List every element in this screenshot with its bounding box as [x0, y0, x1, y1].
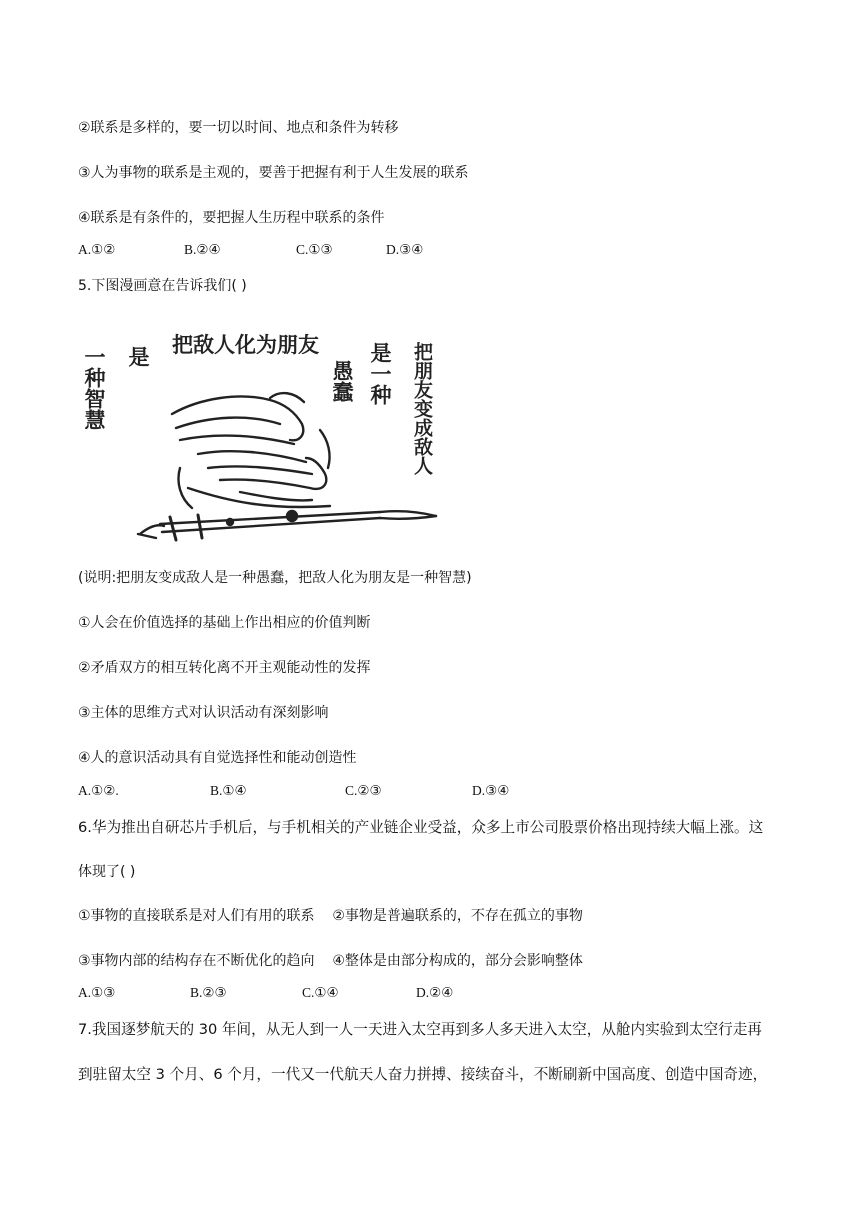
cartoon-caption-right-b: 愚蠢 — [330, 360, 354, 402]
q4-option-b: B.②④ — [184, 242, 221, 257]
cartoon-caption-left: 一种智慧 — [82, 346, 106, 430]
cartoon-caption-left-2: 是 — [126, 346, 150, 367]
q6-statements-3-4: ③事物内部的结构存在不断优化的趋向 ④整体是由部分构成的，部分会影响整体 — [78, 953, 583, 969]
q4-statement-4: ④联系是有条件的，要把握人生历程中联系的条件 — [78, 210, 385, 226]
q5-note: (说明:把朋友变成敌人是一种愚蠢，把敌人化为朋友是一种智慧) — [78, 570, 472, 586]
q4-option-c: C.①③ — [296, 242, 333, 257]
q5-option-d: D.③④ — [472, 783, 510, 798]
q7-stem-line-2: 到驻留太空 3 个月、6 个月，一代又一代航天人奋力拼搏、接续奋斗，不断刷新中国高度、创造中国奇迹， — [78, 1066, 768, 1083]
q6-stem-line-1: 6.华为推出自研芯片手机后，与手机相关的产业链企业受益，众多上市公司股票价格出现持续大幅上涨。这 — [78, 819, 764, 836]
cartoon-caption-right-a: 是一种 — [368, 342, 392, 405]
q5-statement-4: ④人的意识活动具有自觉选择性和能动创造性 — [78, 750, 357, 766]
cartoon-caption-right-c: 把朋友变成敌人 — [411, 342, 433, 475]
q5-option-b: B.①④ — [210, 783, 247, 798]
q6-statements-1-2: ①事物的直接联系是对人们有用的联系 ②事物是普遍联系的，不存在孤立的事物 — [78, 908, 583, 924]
q4-statement-3: ③人为事物的联系是主观的，要善于把握有利于人生发展的联系 — [78, 165, 469, 181]
q5-statement-2: ②矛盾双方的相互转化离不开主观能动性的发挥 — [78, 660, 371, 676]
cartoon-caption-top: 把敌人化为朋友 — [172, 333, 319, 357]
q4-option-d: D.③④ — [386, 242, 424, 257]
q6-option-c: C.①④ — [302, 985, 339, 1000]
q6-option-a: A.①③ — [78, 985, 116, 1000]
handshake-cartoon — [80, 312, 460, 550]
q6-option-d: D.②④ — [416, 985, 454, 1000]
q5-option-c: C.②③ — [345, 783, 382, 798]
q6-option-b: B.②③ — [190, 985, 227, 1000]
q7-stem-line-1: 7.我国逐梦航天的 30 年间，从无人到一人一天进入太空再到多人多天进入太空，从舱内实验到太空行走再 — [78, 1021, 762, 1038]
q5-statement-1: ①人会在价值选择的基础上作出相应的价值判断 — [78, 615, 371, 631]
q5-stem: 5.下图漫画意在告诉我们( ) — [78, 278, 247, 294]
q4-statement-2: ②联系是多样的，要一切以时间、地点和条件为转移 — [78, 120, 399, 136]
q6-stem-line-2: 体现了( ) — [78, 864, 136, 880]
q5-statement-3: ③主体的思维方式对认识活动有深刻影响 — [78, 705, 329, 721]
q5-option-a: A.①②. — [78, 783, 119, 798]
q4-option-a: A.①② — [78, 242, 116, 257]
handshake-drawing — [138, 393, 436, 540]
